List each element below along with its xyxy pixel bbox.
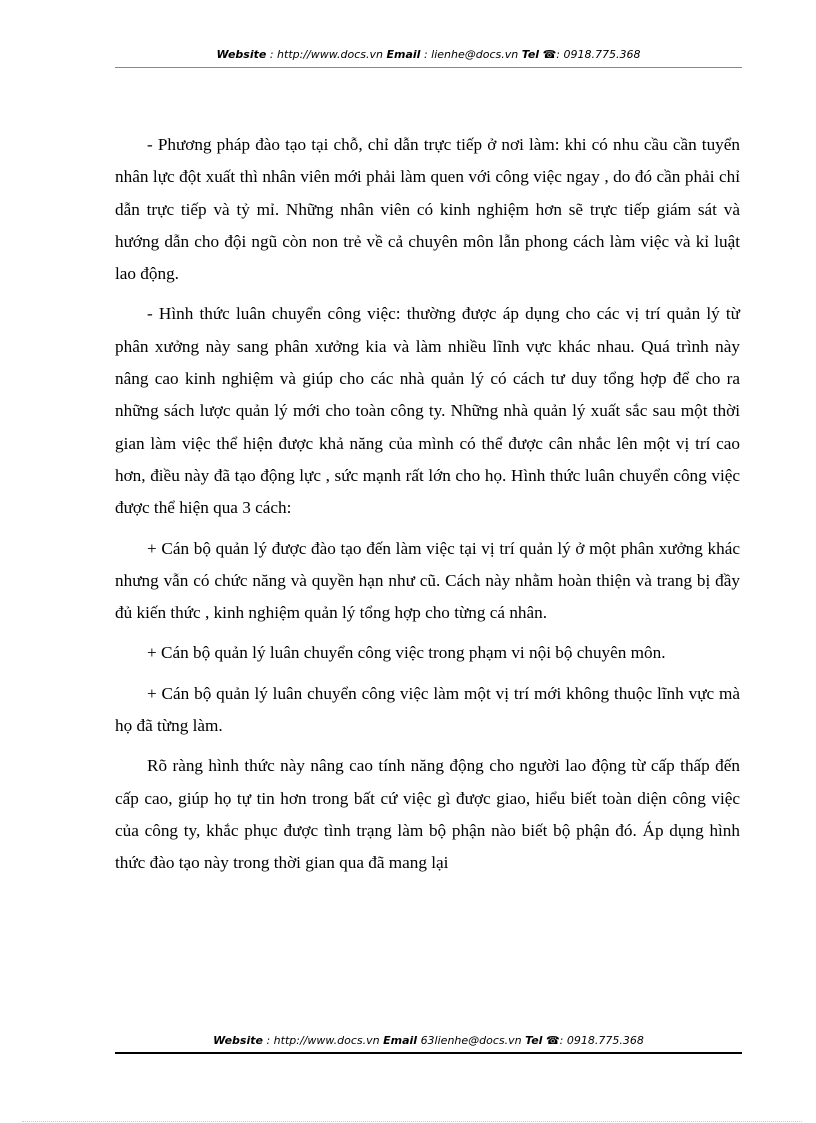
footer-email-value: 63lienhe@docs.vn [420, 1034, 522, 1047]
header-email-value: : lienhe@docs.vn [423, 48, 519, 61]
page-edge-dotted-line [22, 1121, 802, 1122]
paragraph: + Cán bộ quản lý luân chuyển công việc trong phạm vi nội bộ chuyên môn. [147, 643, 666, 663]
header-email-label: Email [386, 48, 421, 61]
paragraph: + Cán bộ quản lý được đào tạo đến làm việc tại vị trí quản lý ở một phân xưởng khác nhưng vẫn có chức năng và quyền hạn như cũ. Cách này nhằm hoàn thiện và trang bị đầy đủ kiến thức , kinh nghiệm quản lý tổng hợp cho từng cá nhân. [115, 538, 740, 623]
paragraph: + Cán bộ quản lý luân chuyển công việc làm một vị trí mới không thuộc lĩnh vực mà họ đã từng làm. [115, 683, 740, 736]
header-website-url: : http://www.docs.vn [269, 48, 384, 61]
page-header [115, 48, 742, 61]
footer-email-label: Email [383, 1034, 418, 1047]
telephone-icon: ☎ [545, 1034, 560, 1047]
header-rule [115, 67, 742, 68]
paragraph: Rõ ràng hình thức này nâng cao tính năng động cho người lao động từ cấp thấp đến cấp cao, giúp họ tự tin hơn trong bất cứ việc gì được giao, hiểu biết toàn diện công việc của công ty, khắc phục được tình trạng làm bộ phận nào biết bộ phận đó. Áp dụng hình thức đào tạo này trong thời gian qua đã mang lại [115, 756, 740, 873]
telephone-icon: ☎ [542, 48, 557, 61]
header-website-label: Website [216, 48, 267, 61]
page-footer [115, 1034, 742, 1047]
footer-tel-label: Tel [525, 1034, 543, 1047]
body-text [115, 129, 740, 888]
footer-tel-value: : 0918.775.368 [559, 1034, 644, 1047]
paragraph: - Hình thức luân chuyển công việc: thường được áp dụng cho các vị trí quản lý từ phân xưởng này sang phân xưởng kia và làm nhiều lĩnh vực khác nhau. Quá trình này nâng cao kinh nghiệm và giúp cho các nhà quản lý có cách tư duy tổng hợp để cho ra những sách lược quản lý mới cho toàn công ty. Những nhà quản lý xuất sắc sau một thời gian làm việc thể hiện được khả năng của mình có thể được cân nhắc lên một vị trí cao hơn, điều này đã tạo động lực , sức mạnh rất lớn cho họ. Hình thức luân chuyển công việc được thể hiện qua 3 cách: [115, 304, 740, 518]
header-tel-label: Tel [521, 48, 540, 61]
footer-website-url: : http://www.docs.vn [266, 1034, 380, 1047]
header-tel-value: : 0918.775.368 [556, 48, 641, 61]
paragraph: - Phương pháp đào tạo tại chỗ, chỉ dẫn trực tiếp ở nơi làm: khi có nhu cầu cần tuyển nhân lực đột xuất thì nhân viên mới phải làm quen với công việc ngay , do đó cần phải chỉ dẫn trực tiếp và tỷ mỉ. Những nhân viên có kinh nghiệm hơn sẽ trực tiếp giám sát và hướng dẫn cho đội ngũ còn non trẻ về cả chuyên môn lẫn phong cách làm việc và kỉ luật lao động. [115, 135, 740, 284]
footer-rule [115, 1052, 742, 1054]
footer-website-label: Website [213, 1034, 263, 1047]
